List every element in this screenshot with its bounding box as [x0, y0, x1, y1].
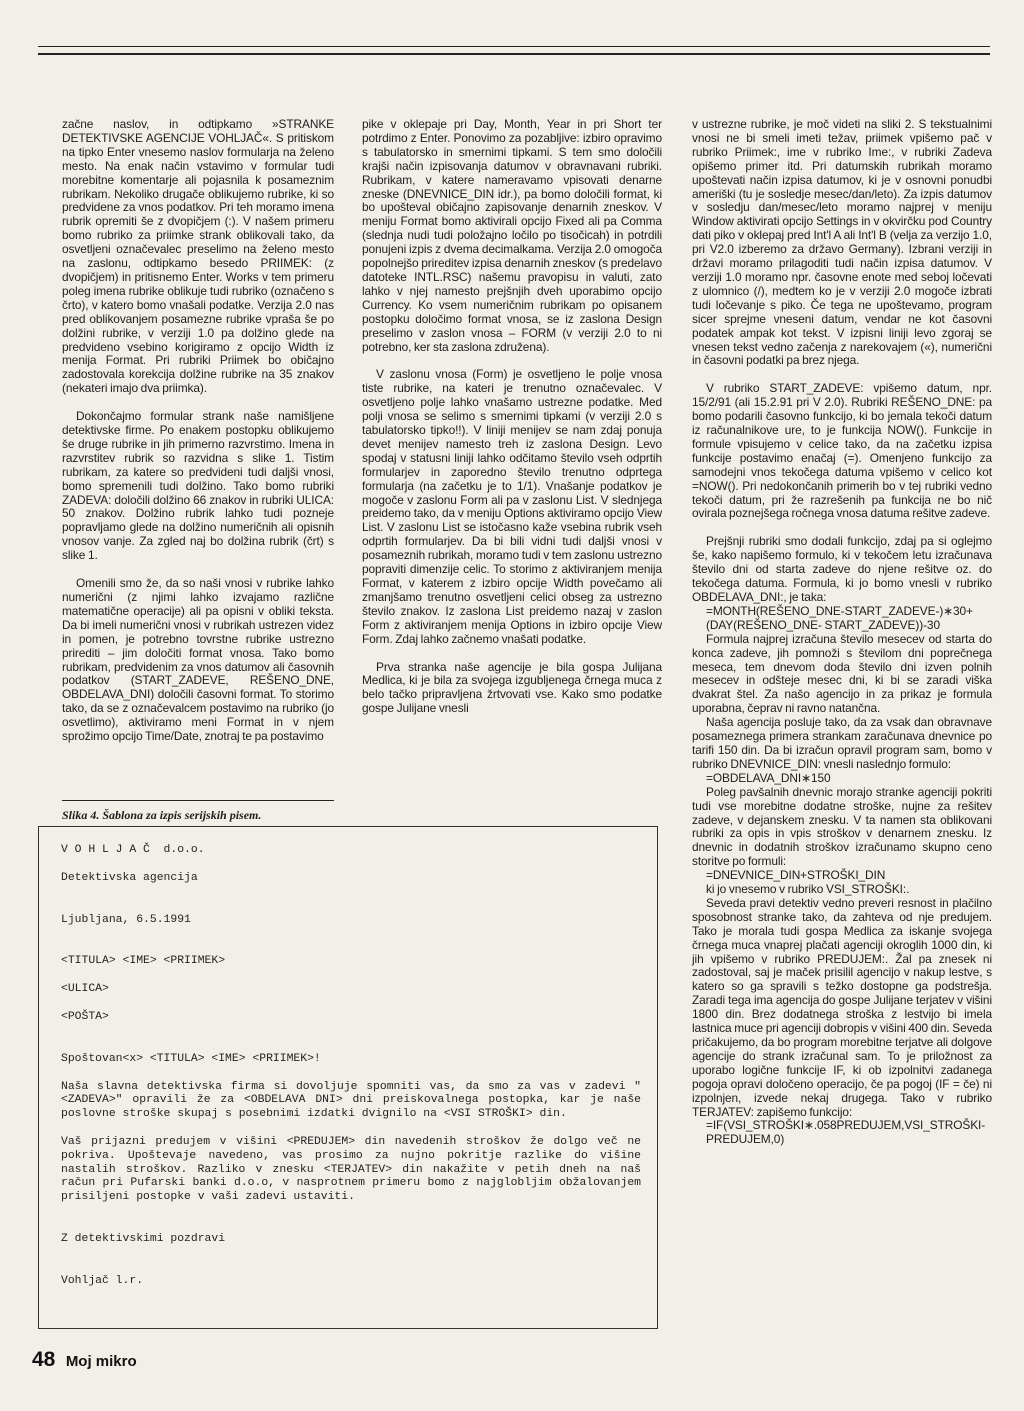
letter-company: V O H L J A Č d.o.o. [61, 844, 205, 856]
text-column-1 [62, 118, 334, 744]
paragraph: ki jo vnesemo v rubriko VSI_STROŠKI:. [706, 882, 910, 897]
paragraph: Prva stranka naše agencije je bila gospa Julijana Medlica, ki je bila za svojega izgubljenega črnega muca z belo tačko pripravljena žrtvovati vse. Kako smo podatke gospe Julijane vnesli [362, 659, 662, 716]
letter-signature: Vohljač l.r. [61, 1274, 144, 1287]
page-number: 48 [32, 1348, 56, 1371]
header-rule-thin [38, 46, 990, 47]
paragraph: Seveda pravi detektiv vedno preveri resnost in plačilno sposobnost stranke tako, da zahteva od nje predujem. Tako je morala tudi gospa Medlica za iskanje svojega črnega muca vnaprej plačati agenciji okroglih 1000 din, ki jih vpišemo v rubriko PREDUJEM:. Žal pa znesek ni zadostoval, saj je maček prisilil agencijo v nakup lestve, s katero so ga spravili s težko dostopne ga podstrešja. Zaradi tega ima agencija do gospe Julijane terjatev v višini 1800 din. Brez dodatnega stroška z lestvijo bi imela lastnica muce pri agenciji dobropis v višini 400 din. Seveda pričakujemo, da bo program morebitne terjatve ali dolgove agencije do strank izračunal sam. To je priložnost za uporabo logične funkcije IF, ki ob izpolnitvi zadanega pogoja opravi določeno operacijo, če pa pogoj (IF = če) ni izpolnjen, izvede nekaj drugega. Tako v rubriko TERJATEV: zapišemo funkcijo: [692, 895, 992, 1119]
figure-caption: Slika 4. Šablona za izpis serijskih pisem. [62, 808, 262, 822]
text-column-3 [692, 118, 992, 1147]
paragraph: Poleg pavšalnih dnevnic morajo stranke agenciji pokriti tudi vse morebitne dodatne stroške, nujne za rešitev zadeve, v dejanskem znesku. V ta namen sta oblikovani rubriki za opis in vpis stroškov v denarnem znesku. Iz dnevnic in dodatnih stroškov izračunamo skupno ceno storitve po formuli: [692, 784, 992, 869]
paragraph: Dokončajmo formular strank naše namišljene detektivske firme. Po enakem postopku oblikujemo še druge rubrike in jih primerno razvrstimo. Imena in razvrstitev rubrik so razvidna s slike 1. Tistim rubrikam, za katere so predvideni tudi daljši vnosi, bomo spremenili tudi dolžino. Tako bomo rubriki ZADEVA: določili dolžino 66 znakov in rubriki ULICA: 50 znakov. Dolžino rubrik lahko tudi pozneje popravljamo glede na dolžino numeričnih ali opisnih vnosov vanje. Za zgled naj bo dolžina rubrik (črt) s slike 1. [62, 409, 334, 563]
letter-paragraph: Vaš prijazni predujem v višini <PREDUJEM> din navedenih stroškov že dolgo več ne pokriva. Upoštevaje navedeno, vas prosimo za nujno pokritje razlike do višine nastalih stroškov. Razliko v znesku <TERJATEV> din nakažite v petih dneh na naš račun pri Pufarski banki d.o.o, v nasprotnem primeru bomo z najglobljim obžalovanjem prisiljeni postopke v vaši zadevi ustaviti. [61, 1135, 641, 1204]
formula: =MONTH(REŠENO_DNE-START_ZADEVE-)∗30+(DAY(REŠENO_DNE- START_ZADEVE))-30 [706, 603, 973, 632]
paragraph: Omenili smo že, da so naši vnosi v rubrike lahko numerični (z njimi lahko izvajamo različne matematične operacije) ali pa opisni v obliki teksta. Da bi imeli numerični vnosi v rubrikah ustrezen videz in pomen, je potrebno tovrstne rubrike ustrezno prirediti – jim določiti format vnosa. Tako bomo rubrikam, predvidenim za vnos datumov ali časovnih podatkov (START_ZADEVE, REŠENO_DNE, OBDELAVA_DNI) določili časovni format. To storimo tako, da se z označevalcem postavimo na rubriko (jo osvetlimo), aktiviramo meni Format in v njem sprožimo opcijo Time/Date, znotraj te pa postavimo [62, 576, 334, 744]
formula: =IF(VSI_STROŠKI∗.058PREDUJEM,VSI_STROŠKI-PREDUJEM,0) [706, 1118, 986, 1147]
paragraph: Naša agencija posluje tako, da za vsak dan obravnave posameznega primera strankam zaračunava dnevnice po tarifi 150 din. Da bi izračun opravil program sam, bomo v rubriko DNEVNICE_DIN: vnesli naslednjo formulo: [692, 715, 992, 771]
header-rule-thick [38, 53, 990, 55]
magazine-name: Moj mikro [65, 1353, 137, 1370]
letter-salutation: Spoštovan<x> <TITULA> <IME> <PRIIMEK>! [61, 1052, 321, 1065]
text-column-2 [362, 118, 662, 716]
letter-subtitle: Detektivska agencija [61, 871, 198, 884]
letter-address-line: <TITULA> <IME> <PRIIMEK> [61, 955, 226, 968]
paragraph: v ustrezne rubrike, je moč videti na sliki 2. S tekstualnimi vnosi ne bi smeli imeti težav, priimek vpišemo pač v rubriko Priimek:, ime v rubriko Ime:, v rubriki Zadeva opišemo primer itd. Pri datumskih rubrikah moramo upoštevati način izpisa datumov, ki je v osnovni ponudbi ameriški (tu je sosledje mesec/dan/leto). Za izpis datumov v sosledju dan/mesec/leto moramo najprej v meniju Window aktivirati opcijo Settings in v okvirčku pod Country dati piko v oklepaj pred Int'l A ali Int'l B (velja za verzijo 1.0, pri V2.0 izberemo za državo Germany). Izbrani verziji in državi moramo prilagoditi tudi način izpisa datumov. V verziji 1.0 moramo npr. časovne enote med seboj ločevati z ulomnico (/), medtem ko je v verziji 2.0 mogoče izbrati tudi ločevanje s piko. Če tega ne upoštevamo, program sicer sprejme vneseni datum, vendar ne kot časovni podatek ampak kot tekst. V izpisni liniji levo zgoraj se vnesen tekst vedno začenja z narekovajem («), numerični in časovni podatki pa brez njega. [692, 117, 992, 368]
paragraph: Prejšnji rubriki smo dodali funkcijo, zdaj pa si oglejmo še, kako napišemo formulo, ki v tekočem letu izračunava število dni od starta zadeve do njene rešitve oz. do tekočega datuma. Formula, ki jo bomo vnesli v rubriko OBDELAVA_DNI:, je taka: [692, 534, 992, 604]
paragraph: začne naslov, in odtipkamo »STRANKE DETEKTIVSKE AGENCIJE VOHLJAČ«. S pritiskom na tipko Enter vnesemo naslov formularja na želeno mesto. Na enak način vstavimo v formular tudi morebitne komentarje ali pojasnila k posameznim rubrikam. Nekoliko drugače oblikujemo rubrike, ki so predvidene za vnos podatkov. Pri teh moramo imena rubrik opremiti še z dvopičjem (:). V našem primeru bomo rubriko za priimke strank oblikovali tako, da osvetljeni označevalec preselimo na želeno mesto na zaslonu, odtipkamo besedo PRIIMEK: (z dvopičjem) in pritisnemo Enter. Works v tem primeru poleg imena rubrike oblikuje tudi rubriko (označeno s črto), v katero bomo vnašali podatke. Verzija 2.0 nas pred oblikovanjem posamezne rubrike vpraša še po dolžini rubrike, v verziji 1.0 pa dolžino glede na predvideno vsebino korigiramo z opcijo Width iz menija Format. Pri rubriki Priimek bo običajno zadostovala korekcija dolžine rubrike na 35 znakov (nekateri imajo dva priimka). [62, 117, 334, 396]
page-footer [32, 1348, 137, 1372]
paragraph: V rubriko START_ZADEVE: vpišemo datum, npr. 15/2/91 (ali 15.2.91 pri V 2.0). Rubriki REŠENO_DNE: pa bomo podarili časovno funkcijo, ki bo jemala tekoči datum iz računalnikove ure, to je funkcija NOW(). Funkcije in formule vpisujemo v celice tako, da na začetku izpisa funkcije postavimo enačaj (=). Omenjeno funkcijo za samodejni vnos tekočega datuma vpišemo v celico kot =NOW(). Pri nedokončanih primerih bo v tej rubriki vedno tekoči datum, pri že razrešenih pa funkcija ne bo nič ovirala poznejšega ročnega vnosa datuma rešitve zadeve. [692, 381, 992, 521]
paragraph: V zaslonu vnosa (Form) je osvetljeno le polje vnosa tiste rubrike, na kateri je trenutno označevalec. V osvetljeno polje lahko vnašamo ustrezne podatke. Med polji vnosa se selimo s smernimi tipkami (v verziji 2.0 s tabulatorsko tipko!!). V liniji menijev se nam zdaj ponuja devet menijev namesto treh iz zaslona Design. Levo spodaj v statusni liniji lahko odčitamo število vseh odprtih formularjev in zaporedno število trenutno odprtega formularja (na začetku je to 1/1). Vnašanje podatkov je mogoče v zaslonu Form ali pa v zaslonu List. V slednjega preidemo tako, da v meniju Options aktiviramo opcijo View List. V zaslonu List se istočasno kaže vsebina rubrik vseh odprtih formularjev. Da bi bili vidni tudi daljši vnosi v posameznih rubrikah, moramo tudi v tem zaslonu ustrezno popraviti dimenzije celic. To storimo z aktiviranjem menija Format, v katerem z izbiro opcije Width povečamo ali zmanjšamo trenutno osvetljeni celici obseg za ustrezno število znakov. Iz zaslona List preidemo nazaj v zaslon Form z aktiviranjem menija Options in izbiro opcije View Form. Zdaj lahko začnemo vnašati podatke. [362, 367, 662, 646]
letter-template [61, 844, 641, 1289]
letter-address-line: <POŠTA> [61, 1010, 109, 1023]
caption-rule [62, 800, 334, 801]
letter-paragraph: Naša slavna detektivska firma si dovoljuje spomniti vas, da smo za vas v zadevi "<ZADEVA>" opravili že za <OBDELAVA DNI> dni preiskovalnega postopka, kar je naše poslovne stroške skupaj s posebnimi izdatki dvignilo na <VSI STROŠKI> din. [61, 1080, 641, 1121]
letter-closing: Z detektivskimi pozdravi [61, 1232, 226, 1245]
paragraph: Formula najprej izračuna število mesecev od starta do konca zadeve, jih pomnoži s številom dni poprečnega meseca, tem dnevom doda število dni izven polnih mesecev in odšteje mesec dni, ki bi se zaradi viška dvakrat štel. Za našo agencijo in za prikaz je formula uporabna, čeprav ni ravno natančna. [692, 631, 992, 716]
paragraph: pike v oklepaje pri Day, Month, Year in pri Short ter potrdimo z Enter. Ponovimo za pozabljive: izbiro opravimo s tabulatorsko in smernimi tipkami. S tem smo določili krajši način izpisovanja datumov v obravnavani rubriki. Rubrikam, v katere nameravamo vpisovati denarne zneske (DNEVNICE_DIN idr.), pa bomo določili format, ki bo upošteval običajno zapisovanje denarnih zneskov. V meniju Format bomo aktivirali opcijo Fixed ali pa Comma (slednja nudi tudi položajno ločilo po tisočicah) in potrdili ponujeni izpis z dvema decimalkama. Verzija 2.0 omogoča popolnejšo prireditev izpisa denarnih zneskov (s predelavo datoteke INTL.RSC) našemu pravopisu in valuti, zato lahko v njej namesto prejšnjih dveh uporabimo opcijo Currency. Ko vsem numeričnim rubrikam po opisanem postopku določimo format vnosa, se iz zaslona Design preselimo v zaslon vnosa – FORM (v verziji 2.0 to ni potrebno, ker sta zaslona združena). [362, 117, 662, 354]
formula: =DNEVNICE_DIN+STROŠKI_DIN [706, 868, 886, 883]
letter-address-line: <ULICA> [61, 983, 109, 996]
letter-place-date: Ljubljana, 6.5.1991 [61, 913, 191, 926]
formula: =OBDELAVA_DNI∗150 [706, 770, 831, 785]
